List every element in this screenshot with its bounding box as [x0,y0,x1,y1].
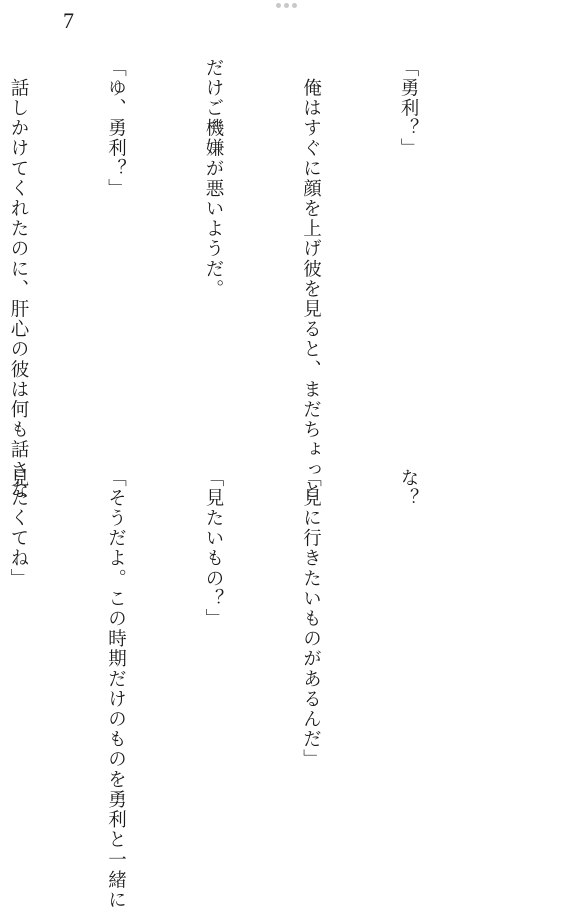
text-line: 「ゆ、勇利？」 [105,58,127,199]
handle-dot [276,3,281,8]
text-line: 「見に行きたいものがあるんだ」 [300,468,322,770]
handle-dot [292,3,297,8]
text-line: 「見たいもの？」 [203,468,224,629]
text-block-top [0,58,489,501]
text-line: 俺はすぐに顔を上げ彼を見ると、まだちょっと [300,58,322,501]
drag-handle[interactable] [274,2,298,8]
page-number: 7 [63,8,74,33]
text-line: 話しかけてくれたのに、肝心の彼は何も話さな [8,58,29,501]
text-line: な？ [398,468,419,509]
handle-dot [284,3,289,8]
text-line: だけご機嫌が悪いようだ。 [203,58,224,300]
text-line: 「そうだよ。この時期だけのものを勇利と一緒に [105,468,127,910]
text-line: 見たくてね」 [8,468,29,589]
text-line: 「勇利？」 [398,58,419,159]
text-block-bottom [0,468,489,910]
